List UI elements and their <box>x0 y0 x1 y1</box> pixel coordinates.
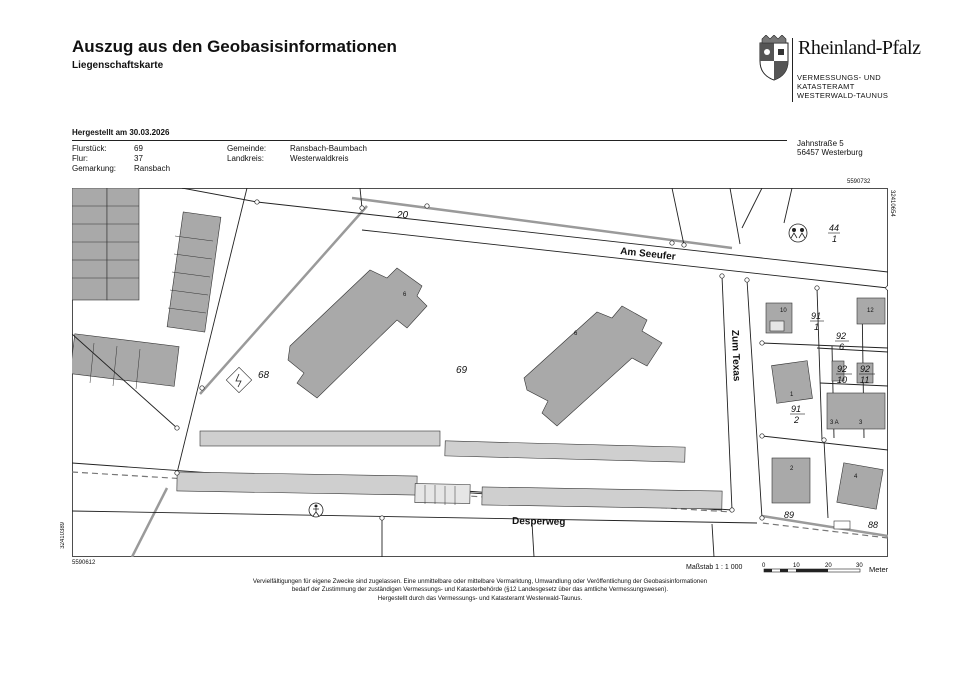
road-desperweg-bottom <box>72 511 757 523</box>
parcel-91-2-num: 91 <box>791 404 802 414</box>
logo-divider <box>792 38 793 102</box>
parcel-91-2-den: 2 <box>794 415 800 425</box>
bottom-strip-left <box>177 472 417 495</box>
garage-row-bottom <box>72 334 179 386</box>
parking-strip-right <box>445 441 685 462</box>
flurstueck-value: 69 <box>134 144 143 153</box>
gemarkung-value: Ransbach <box>134 164 171 173</box>
created-date: Hergestellt am 30.03.2026 <box>72 128 170 137</box>
parcel-44-den: 1 <box>832 234 838 244</box>
road-zum-texas-right <box>747 280 762 518</box>
bottom-strip-right <box>482 487 722 509</box>
flur-label: Flur: <box>72 154 88 163</box>
cadastral-map <box>72 188 888 557</box>
parcel-91-1-den: 1 <box>814 322 820 332</box>
state-name-logo: Rheinland-Pfalz <box>798 37 921 59</box>
house-number-1: 1 <box>790 392 794 398</box>
house-number-3a: 3 A <box>830 420 839 426</box>
house-number-6-west: 6 <box>403 292 407 298</box>
street-zum-texas: Zum Texas <box>729 329 742 382</box>
landkreis-value: Westerwaldkreis <box>290 154 349 163</box>
playground-icon <box>789 224 807 242</box>
building-west <box>288 268 427 398</box>
street-desperweg: Desperweg <box>511 516 566 528</box>
house-number-10: 10 <box>780 308 787 314</box>
address-street: Jahnstraße 5 <box>797 139 844 148</box>
building-2 <box>772 458 810 503</box>
state-crest-icon <box>754 35 794 81</box>
scale-label: Maßstab 1 : 1 000 <box>686 564 743 571</box>
parcel-label-69: 69 <box>456 365 468 376</box>
garage-row-middle <box>167 212 221 332</box>
scale-tick-20: 20 <box>825 563 832 569</box>
office-line-1: VERMESSUNGS- UND <box>797 73 881 82</box>
boundary-top-left <box>182 188 257 202</box>
footer-line-3: Hergestellt durch das Vermessungs- und Katasteramt Westerwald-Taunus. <box>377 595 583 602</box>
street-am-seeufer: Am Seeufer <box>619 246 677 263</box>
scale-unit: Meter <box>869 565 889 574</box>
coord-top-right: 5590732 <box>847 179 871 185</box>
gemeinde-value: Ransbach-Baumbach <box>290 144 367 153</box>
office-line-2: KATASTERAMT <box>797 82 855 91</box>
parcel-label-88: 88 <box>868 520 879 530</box>
house-number-2: 2 <box>790 466 794 472</box>
parcel-92-6-num: 92 <box>836 331 847 341</box>
parcel-44-num: 44 <box>829 223 840 233</box>
header-rule <box>72 140 787 141</box>
office-line-3: WESTERWALD-TAUNUS <box>797 91 889 100</box>
parcel-92-6-den: 6 <box>839 342 845 352</box>
parcel-92-11-den: 11 <box>860 375 870 385</box>
footer-line-2: bedarf der Zustimmung der zuständigen Vermessungs- und Katasterbehörde (§12 Landesgesetz über das amtliche Vermessungswesen). <box>291 586 669 593</box>
building-east <box>524 306 662 426</box>
grey-boundary-left-bottom <box>132 488 167 557</box>
scale-tick-10: 10 <box>793 563 800 569</box>
address-city: 56457 Westerburg <box>797 148 863 157</box>
gemarkung-label: Gemarkung: <box>72 164 117 173</box>
flurstueck-label: Flurstück: <box>72 144 107 153</box>
document-title: Auszug aus den Geobasisinformationen <box>72 37 397 56</box>
house-number-12: 12 <box>867 308 874 314</box>
parcel-92-10-den: 10 <box>837 375 848 385</box>
footer-line-1: Vervielfältigungen für eigene Zwecke sind zugelassen. Eine unmittelbare oder mittelbare Vermarktung, Umwandlung oder Veröffentlichung der Geobasisinformationen <box>252 578 708 585</box>
landkreis-label: Landkreis: <box>227 154 264 163</box>
coord-right-vertical: 32410654 <box>889 190 895 217</box>
house-number-4: 4 <box>854 474 858 480</box>
coord-bottom-left: 5590612 <box>72 560 96 566</box>
building-4 <box>837 463 883 509</box>
flur-value: 37 <box>134 154 143 163</box>
parcel-label-89: 89 <box>784 510 795 520</box>
parcel-label-20: 20 <box>397 210 409 221</box>
pedestrian-icon <box>309 503 323 517</box>
house-number-3: 3 <box>859 420 863 426</box>
scale-tick-0: 0 <box>762 563 766 569</box>
boundary-plot-right <box>722 276 732 510</box>
parcel-92-10-num: 92 <box>837 364 848 374</box>
garage-row-top-left <box>72 188 139 300</box>
gemeinde-label: Gemeinde: <box>227 144 267 153</box>
parcel-92-11-num: 92 <box>860 364 871 374</box>
grey-boundary-top <box>352 198 732 248</box>
scale-tick-30: 30 <box>856 563 863 569</box>
transformer-building <box>226 367 251 392</box>
house-number-6-east: 6 <box>574 331 578 337</box>
road-am-seeufer-bottom <box>362 230 888 288</box>
stairs <box>415 484 470 504</box>
parcel-label-68: 68 <box>258 370 270 381</box>
document-subtitle: Liegenschaftskarte <box>72 60 164 71</box>
parcel-91-1-num: 91 <box>811 311 822 321</box>
parking-strip-left <box>200 431 440 446</box>
coord-left-vertical: 32410389 <box>60 522 66 549</box>
